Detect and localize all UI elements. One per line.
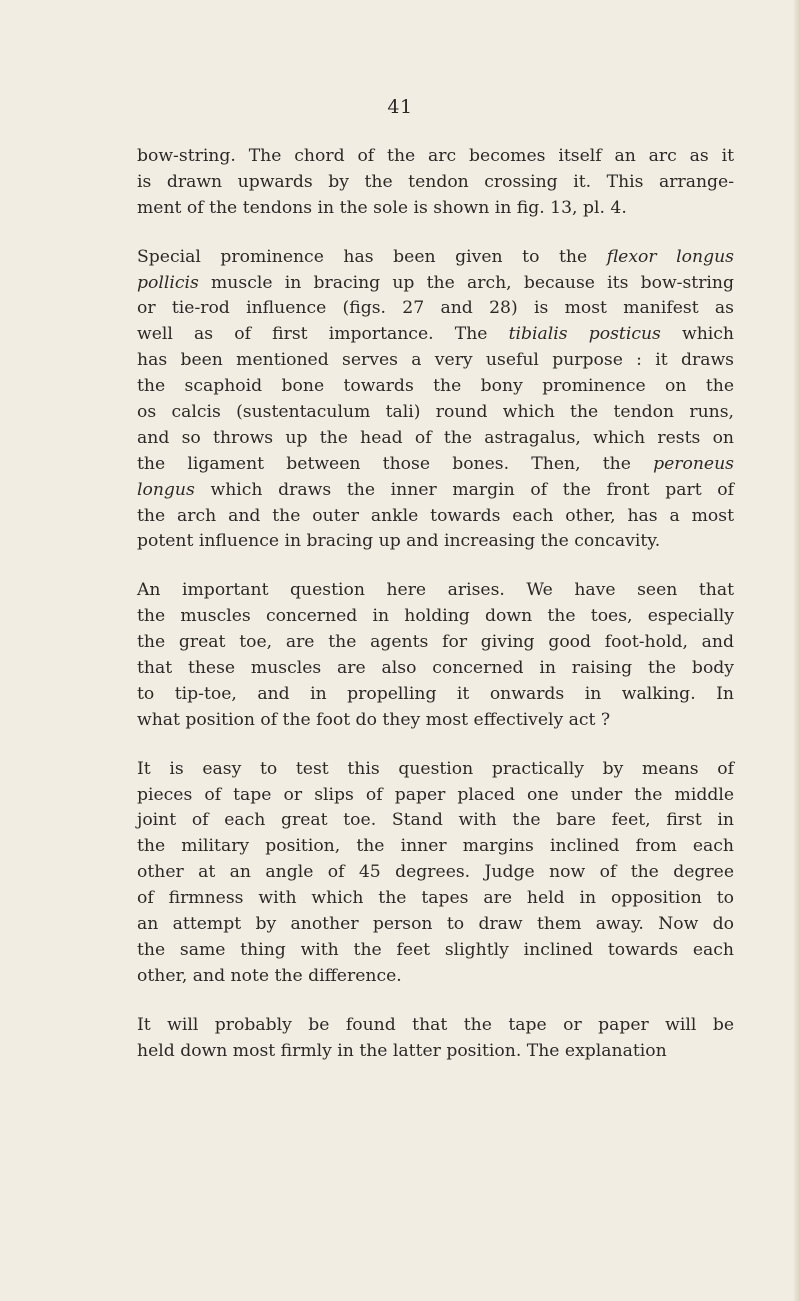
text-line: It is easy to test this question practically by means of <box>137 758 734 779</box>
italic-term: longus <box>137 479 195 500</box>
text-line: of firmness with which the tapes are held in opposition to <box>137 888 734 909</box>
text-line <box>137 322 734 348</box>
text-run: well as of first importance. The <box>137 324 509 345</box>
paragraph <box>137 144 734 222</box>
text-line <box>137 271 734 297</box>
text-line: the military position, the inner margins inclined from each <box>137 836 734 857</box>
text-line: os calcis (sustentaculum tali) round which the tendon runs, <box>137 402 734 423</box>
text-line: what position of the foot do they most effectively act ? <box>137 709 611 730</box>
text-line: to tip-toe, and in propelling it onwards in walking. In <box>137 683 734 704</box>
text-line: is drawn upwards by the tendon crossing it. This arrange- <box>137 171 734 192</box>
text-line: potent influence in bracing up and increasing the concavity. <box>137 531 661 552</box>
text-line: bow-string. The chord of the arc becomes itself an arc as it <box>137 146 734 166</box>
text-line <box>137 452 734 478</box>
text-line <box>137 478 734 504</box>
text-line: It will probably be found that the tape or paper will be <box>137 1014 734 1035</box>
italic-term: peroneus <box>653 453 734 474</box>
paragraph <box>137 1013 734 1065</box>
text-line: held down most firmly in the latter position. The explanation <box>137 1040 667 1061</box>
italic-term: flexor longus <box>606 246 734 267</box>
text-run: the ligament between those bones. Then, the <box>137 453 654 474</box>
text-line <box>137 245 734 271</box>
italic-term: tibialis posticus <box>508 324 661 345</box>
text-line: the great toe, are the agents for giving good foot-hold, and <box>137 632 734 653</box>
page-edge-shadow <box>794 0 800 1301</box>
body-text <box>137 144 734 1088</box>
text-line: pieces of tape or slips of paper placed one under the middle <box>137 784 734 805</box>
text-line: an attempt by another person to draw them away. Now do <box>137 914 734 935</box>
paragraph <box>137 757 734 990</box>
paragraph <box>137 245 734 556</box>
text-line: has been mentioned serves a very useful purpose : it draws <box>137 350 734 371</box>
text-line: or tie-rod influence (figs. 27 and 28) is most manifest as <box>137 298 734 319</box>
text-line: An important question here arises. We have seen that <box>137 580 734 601</box>
text-line: joint of each great toe. Stand with the bare feet, first in <box>137 810 734 831</box>
text-line: the scaphoid bone towards the bony prominence on the <box>137 376 734 397</box>
paragraph <box>137 578 734 733</box>
text-run: which draws the inner margin of the front part of <box>194 479 734 500</box>
text-run: Special prominence has been given to the <box>137 246 607 267</box>
text-run: muscle in bracing up the arch, because its bow-string <box>198 272 734 293</box>
text-line: the arch and the outer ankle towards each other, has a most <box>137 505 734 526</box>
text-run: which <box>660 324 734 345</box>
italic-term: pollicis <box>137 272 199 293</box>
page-number: 41 <box>387 96 413 118</box>
text-line: the same thing with the feet slightly inclined towards each <box>137 939 734 960</box>
text-line: other, and note the difference. <box>137 965 402 986</box>
text-line: that these muscles are also concerned in raising the body <box>137 658 734 679</box>
text-line: ment of the tendons in the sole is shown in fig. 13, pl. 4. <box>137 197 627 218</box>
text-line: and so throws up the head of the astragalus, which rests on <box>137 427 734 448</box>
text-line: the muscles concerned in holding down the toes, especially <box>137 606 734 627</box>
text-line: other at an angle of 45 degrees. Judge now of the degree <box>137 862 734 883</box>
